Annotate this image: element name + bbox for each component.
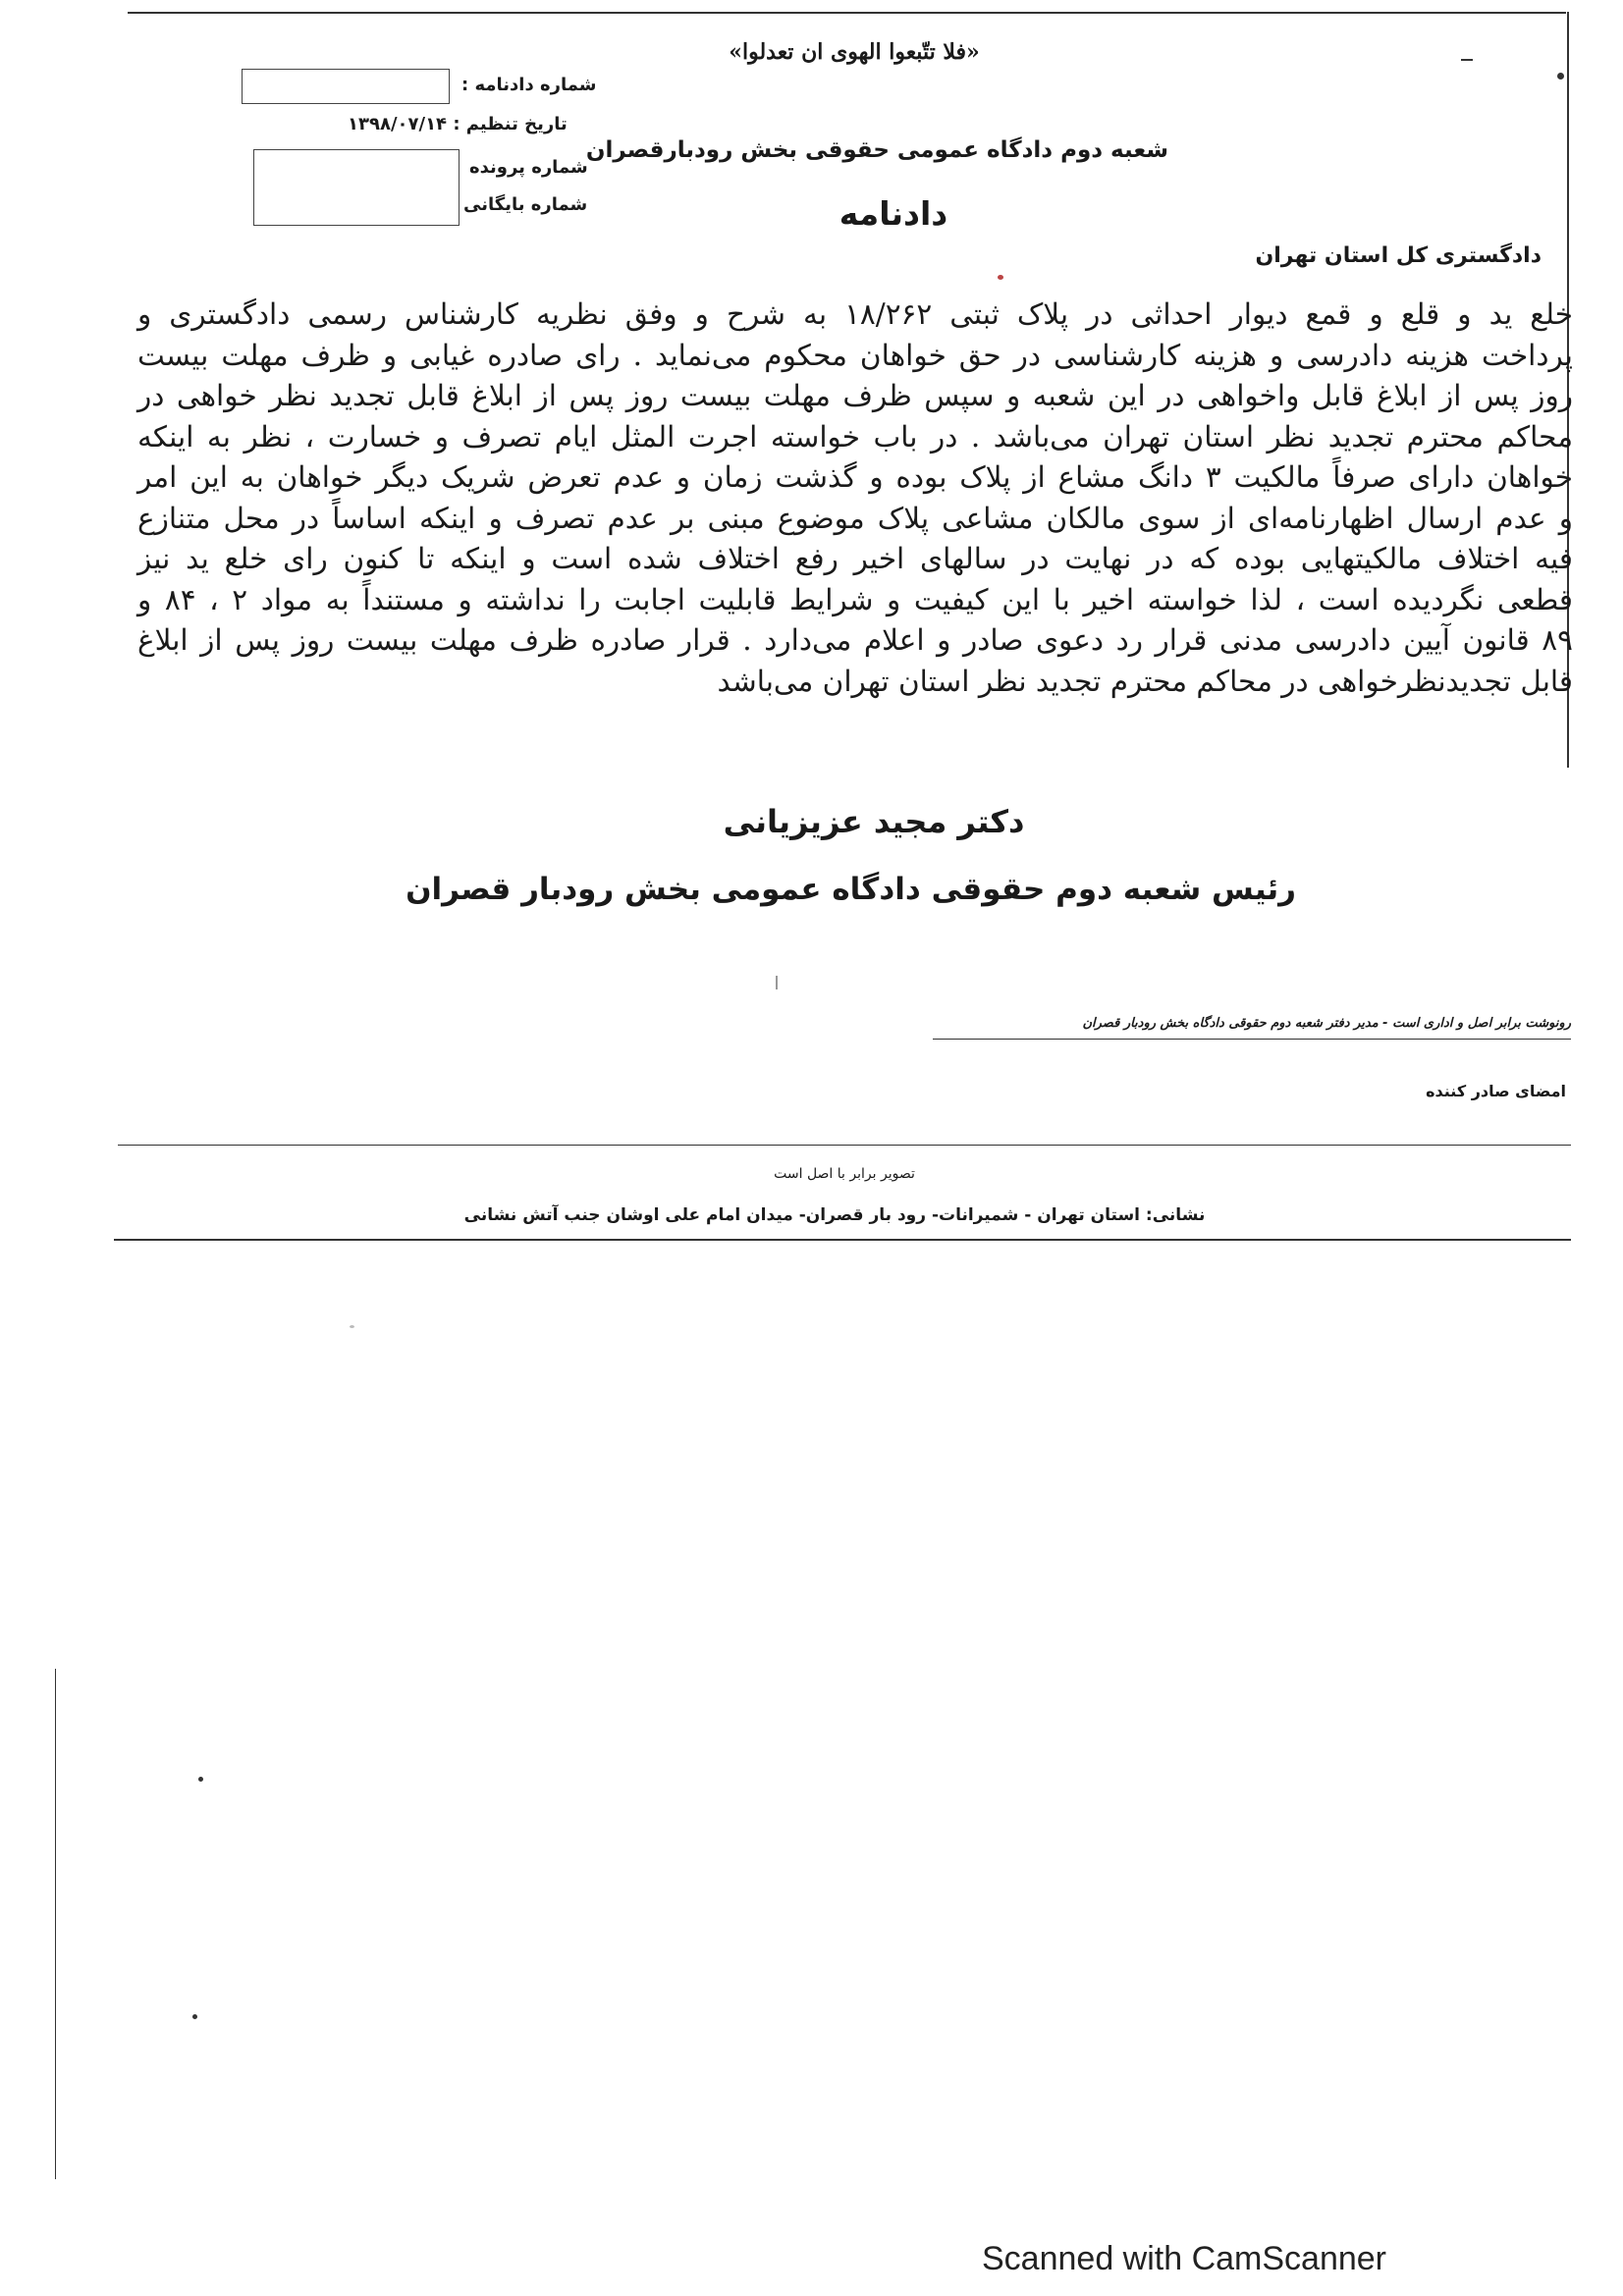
court-address: نشانی: استان تهران - شمیرانات- رود بار قصران- میدان امام علی اوشان جنب آتش نشانی [463,1205,1206,1225]
verdict-body [137,294,1573,702]
document-title: دادنامه [839,194,948,233]
scanner-watermark: Scanned with CamScanner [982,2240,1387,2277]
copy-note: تصویر برابر با اصل است [774,1166,915,1182]
body-line: پرداخت هزینه دادرسی و هزینه کارشناسی در حق خواهان محکوم می‌نماید . رای صادره غیابی و ظرف مهلت بیست [137,338,1573,372]
case-number-redaction [253,149,460,226]
body-line: خواهان دارای صرفاً مالکیت ۳ دانگ مشاع از پلاک بوده و گذشت زمان و عدم تعرض شریک دیگر خواهان به این امر [137,460,1574,494]
court-branch-title: شعبه دوم دادگاه عمومی حقوقی بخش رودبارقصران [585,137,1168,163]
left-margin-line [55,1669,56,2179]
scan-speck [350,1325,354,1328]
stamp-underline [933,1039,1571,1040]
footer-separator-bottom [114,1239,1571,1241]
body-line: قطعی نگردیده است ، لذا خواسته اخیر با این کیفیت و شرایط قابلیت اجابت را نداشته و مستنداً به مواد ۲ ، ۸۴ و [137,582,1573,616]
small-mark [998,275,1003,280]
verdict-number-label: شماره دادنامه : [461,75,597,95]
judiciary-title: دادگستری کل استان تهران [1255,243,1542,268]
body-line: محاکم محترم تجدید نظر استان تهران می‌باشد . در باب خواسته اجرت المثل ایام تصرف و خسارت ، نظر به اینکه [137,419,1573,454]
verse-header: «فلا تتّبعوا الهوی ان تعدلوا» [729,39,980,65]
top-right-dot [1557,73,1564,80]
small-tick [776,976,778,989]
body-line: روز پس از ابلاغ قابل واخواهی در این شعبه و سپس ظرف مهلت بیست روز پس از ابلاغ قابل تجدید نظر خواهی در [137,379,1573,412]
archive-number-label: شماره بایگانی [463,194,588,215]
top-right-dash [1461,59,1473,61]
issuer-signature-label: امضای صادر کننده [1426,1082,1566,1100]
verdict-number-redaction [242,69,450,104]
scan-speck [198,1777,203,1782]
body-line: ۸۹ قانون آیین دادرسی مدنی قرار رد دعوی صادر و اعلام می‌دارد . قرار صادره ظرف مهلت بیست روز پس از ابلاغ [137,623,1573,657]
body-line: فیه اختلاف مالکیتهایی بوده که در نهایت در سالهای اخیر رفع اختلاف شده است و اینکه تا کنون رای خلع ید نیز [137,542,1573,575]
signer-name: دکتر مجید عزیزیانی [723,803,1025,840]
scan-speck [192,2014,197,2019]
body-line: قابل تجدیدنظرخواهی در محاکم محترم تجدید نظر استان تهران می‌باشد [717,664,1573,698]
signer-title: رئیس شعبه دوم حقوقی دادگاه عمومی بخش رودبار قصران [406,872,1296,907]
body-line: خلع ید و قلع و قمع دیوار احداثی در پلاک ثبتی ۱۸/۲۶۲ به شرح و وفق نظریه کارشناس رسمی دادگستری و [137,297,1574,331]
case-number-label: شماره پرونده [469,157,588,178]
certified-copy-stamp: رونوشت برابر اصل و اداری است - مدیر دفتر شعبه دوم حقوقی دادگاه بخش رودبار قصران [1082,1016,1571,1031]
date-label: تاریخ تنظیم : ۱۳۹۸/۰۷/۱۴ [348,114,568,134]
top-border [128,12,1566,14]
body-line: و عدم ارسال اظهارنامه‌ای از سوی مالکان مشاعی پلاک موضوع مبنی بر عدم تصرف و اینکه اساساً در محل متنازع [137,501,1573,535]
footer-separator-top [118,1145,1571,1146]
